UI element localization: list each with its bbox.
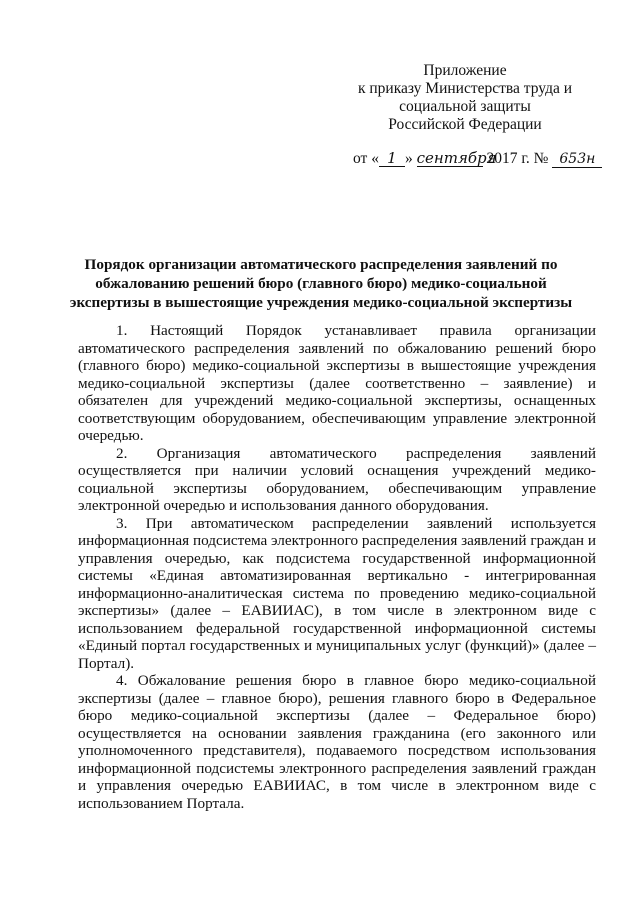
order-date-mid: »	[404, 150, 413, 167]
order-number-handwritten: 653н	[552, 152, 602, 168]
order-date-prefix: от «	[353, 150, 379, 167]
document-body	[78, 322, 596, 812]
appendix-line: Приложение	[423, 62, 507, 79]
order-month-handwritten: сентября	[416, 149, 497, 167]
document-title	[66, 255, 576, 312]
order-year-text: 2017 г. №	[486, 150, 549, 167]
title-line: обжалованию решений бюро (главного бюро) медико-социальной	[95, 275, 547, 292]
appendix-line: социальной защиты	[399, 98, 531, 115]
title-line: экспертизы в вышестоящие учреждения медико-социальной экспертизы	[69, 294, 573, 311]
paragraph-4: 4. Обжалование решения бюро в главное бюро медико-социальной экспертизы (далее – главное бюро), решения главного бюро в Федеральное бюро медико-социальной экспертизы (далее – Федеральное бюро) осуществляется на основании заявления гражданина (его законного или уполномоченного представителя), подаваемого посредством использования информационной подсистемы электронного распределения заявлений граждан и управления очередью ЕАВИИАС, в том числе в электронном виде с использованием Портала.	[78, 672, 596, 812]
order-reference	[353, 150, 602, 168]
paragraph-1: 1. Настоящий Порядок устанавливает правила организации автоматического распределения заявлений по обжалованию решений бюро (главного бюро) медико-социальной экспертизы в вышестоящие учреждения медико-социальной экспертизы (далее соответственно – заявление) и обязателен для учреждений медико-социальной экспертизы, оснащенных соответствующим оборудованием, обеспечивающим управление электронной очередью.	[78, 322, 596, 444]
title-line: Порядок организации автоматического распределения заявлений по	[84, 256, 558, 273]
appendix-line: Российской Федерации	[388, 116, 542, 133]
appendix-header	[330, 62, 600, 134]
appendix-line: к приказу Министерства труда и	[357, 80, 573, 97]
order-day-handwritten: 1	[379, 151, 405, 167]
paragraph-2: 2. Организация автоматического распределения заявлений осуществляется при наличии условий оснащения учреждений медико-социальной экспертизы оборудованием, обеспечивающим управление электронной очередью и использования данного оборудования.	[78, 444, 596, 514]
paragraph-3: 3. При автоматическом распределении заявлений используется информационная подсистема электронного распределения заявлений граждан и управления очередью, как подсистема государственной информационной системы «Единая автоматизированная вертикально - интегрированная информационно-аналитическая система по проведению медико-социальной экспертизы» (далее – ЕАВИИАС), в том числе в электронном виде с использованием федеральной государственной информационной системы «Единый портал государственных и муниципальных услуг (функций)» (далее – Портал).	[78, 514, 596, 672]
